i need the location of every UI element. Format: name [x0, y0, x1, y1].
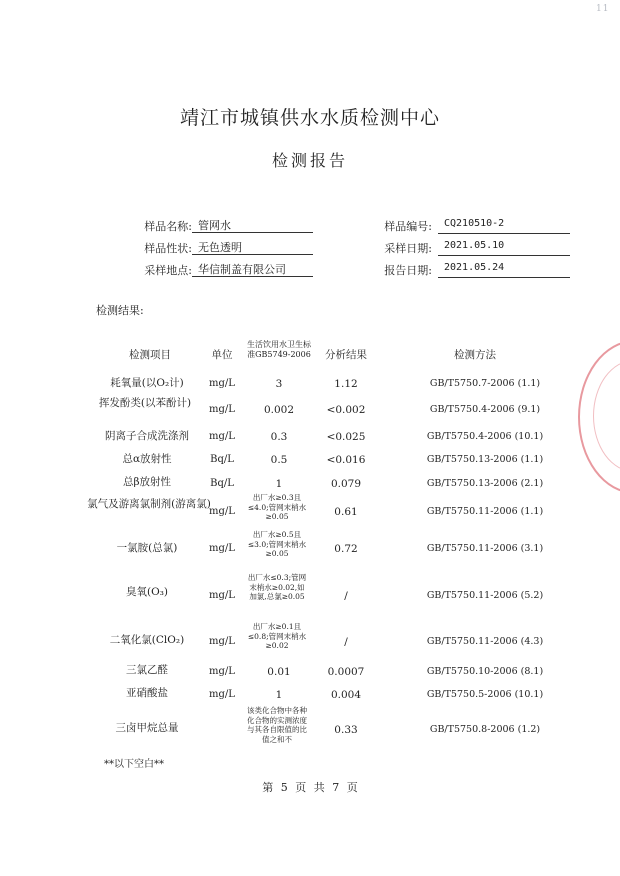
row-6-item: 氯气及游离氯制剂(游离氯): [87, 498, 211, 510]
row-6-standard: 出厂水≥0.3且≤4.0;管网末梢水≥0.05: [247, 493, 307, 521]
row-8-unit: mg/L: [209, 590, 235, 601]
row-10-standard: 0.01: [267, 666, 291, 678]
sampling-date-value: 2021.05.10: [438, 240, 570, 256]
row-3-method: GB/T5750.4-2006 (10.1): [426, 431, 544, 442]
sample-name-value: 管网水: [192, 217, 313, 233]
report-date-value: 2021.05.24: [438, 262, 570, 278]
row-2-unit: mg/L: [209, 404, 235, 415]
row-12-method: GB/T5750.8-2006 (1.2): [429, 724, 541, 735]
row-9-unit: mg/L: [209, 636, 235, 647]
row-11-item: 亚硝酸盐: [126, 687, 168, 699]
row-11-result: 0.004: [330, 689, 362, 701]
footer-total-no: 7: [332, 781, 340, 794]
row-4-method: GB/T5750.13-2006 (1.1): [426, 454, 544, 465]
sample-no-value: CQ210510-2: [438, 218, 570, 234]
row-1-unit: mg/L: [209, 378, 235, 389]
header-standard: 生活饮用水卫生标准GB5749-2006: [247, 340, 311, 359]
row-5-method: GB/T5750.13-2006 (2.1): [426, 478, 544, 489]
row-2-method: GB/T5750.4-2006 (9.1): [429, 404, 541, 415]
sampling-date-label: 采样日期:: [384, 242, 432, 255]
report-date-label: 报告日期:: [384, 264, 432, 277]
row-6-result: 0.61: [334, 506, 358, 518]
corner-mark: 11: [596, 4, 610, 14]
row-8-method: GB/T5750.11-2006 (5.2): [426, 590, 544, 601]
row-9-standard: 出厂水≥0.1且≤0.8;管网末梢水≥0.02: [247, 622, 307, 650]
row-12-result: 0.33: [334, 724, 358, 736]
header-item: 检测项目: [129, 349, 171, 361]
end-note: **以下空白**: [104, 759, 164, 770]
row-6-unit: mg/L: [209, 506, 235, 517]
row-11-unit: mg/L: [209, 689, 235, 700]
row-2-item: 挥发酚类(以苯酚计): [98, 397, 192, 409]
location-value: 华信制盖有限公司: [192, 261, 313, 277]
footer-page-word: 第: [262, 781, 274, 794]
org-title: 靖江市城镇供水水质检测中心: [179, 107, 440, 129]
row-4-item: 总α放射性: [122, 453, 172, 465]
sample-prop-value: 无色透明: [192, 239, 313, 255]
row-10-result: 0.0007: [327, 666, 365, 678]
page-footer: [0, 779, 620, 795]
row-1-standard: 3: [275, 378, 283, 390]
row-5-standard: 1: [275, 478, 283, 490]
results-label: 检测结果:: [96, 304, 144, 317]
row-8-item: 臭氧(O₃): [125, 586, 168, 598]
row-4-standard: 0.5: [270, 454, 288, 466]
row-4-result: <0.016: [326, 454, 366, 466]
row-9-method: GB/T5750.11-2006 (4.3): [426, 636, 544, 647]
row-1-result: 1.12: [334, 378, 358, 390]
row-7-item: 一氯胺(总氯): [116, 542, 178, 554]
row-10-method: GB/T5750.10-2006 (8.1): [426, 666, 544, 677]
row-5-unit: Bq/L: [210, 478, 234, 489]
header-unit: 单位: [211, 349, 233, 361]
row-1-item: 耗氧量(以O₂计): [110, 377, 184, 389]
row-3-standard: 0.3: [270, 431, 288, 443]
row-9-result: /: [344, 636, 348, 648]
report-title: 检测报告: [271, 151, 348, 170]
row-7-standard: 出厂水≥0.5且≤3.0;管网末梢水≥0.05: [247, 530, 307, 558]
row-10-item: 三氯乙醛: [126, 664, 168, 676]
sample-no-label: 样品编号:: [384, 220, 432, 233]
row-12-standard: 该类化合物中各种化合物的实测浓度与其各自限值的比值之和不: [247, 706, 307, 744]
row-12-item: 三卤甲烷总量: [115, 722, 179, 734]
footer-page-no: 5: [280, 781, 288, 794]
row-2-result: <0.002: [326, 404, 366, 416]
row-6-method: GB/T5750.11-2006 (1.1): [426, 506, 544, 517]
row-1-method: GB/T5750.7-2006 (1.1): [429, 378, 541, 389]
header-result: 分析结果: [325, 349, 367, 361]
row-7-method: GB/T5750.11-2006 (3.1): [426, 543, 544, 554]
footer-total-unit: 页: [346, 781, 358, 794]
row-7-result: 0.72: [334, 543, 358, 555]
footer-page-unit: 页: [295, 781, 307, 794]
header-method: 检测方法: [454, 349, 496, 361]
row-2-standard: 0.002: [263, 404, 295, 416]
footer-total-word: 共: [313, 781, 325, 794]
row-5-item: 总β放射性: [122, 476, 172, 488]
row-8-standard: 出厂水≤0.3;管网末梢水≥0.02,如加氯,总氯≥0.05: [247, 573, 307, 601]
row-11-standard: 1: [275, 689, 283, 701]
row-5-result: 0.079: [330, 478, 362, 490]
sample-name-label: 样品名称:: [144, 220, 192, 233]
row-3-unit: mg/L: [209, 431, 235, 442]
row-10-unit: mg/L: [209, 666, 235, 677]
row-8-result: /: [344, 590, 348, 602]
row-9-item: 二氧化氯(ClO₂): [109, 634, 185, 646]
row-3-result: <0.025: [326, 431, 366, 443]
location-label: 采样地点:: [144, 264, 192, 277]
sample-prop-label: 样品性状:: [144, 242, 192, 255]
row-11-method: GB/T5750.5-2006 (10.1): [426, 689, 544, 700]
row-7-unit: mg/L: [209, 543, 235, 554]
row-4-unit: Bq/L: [210, 454, 234, 465]
row-3-item: 阴离子合成洗涤剂: [105, 430, 189, 442]
